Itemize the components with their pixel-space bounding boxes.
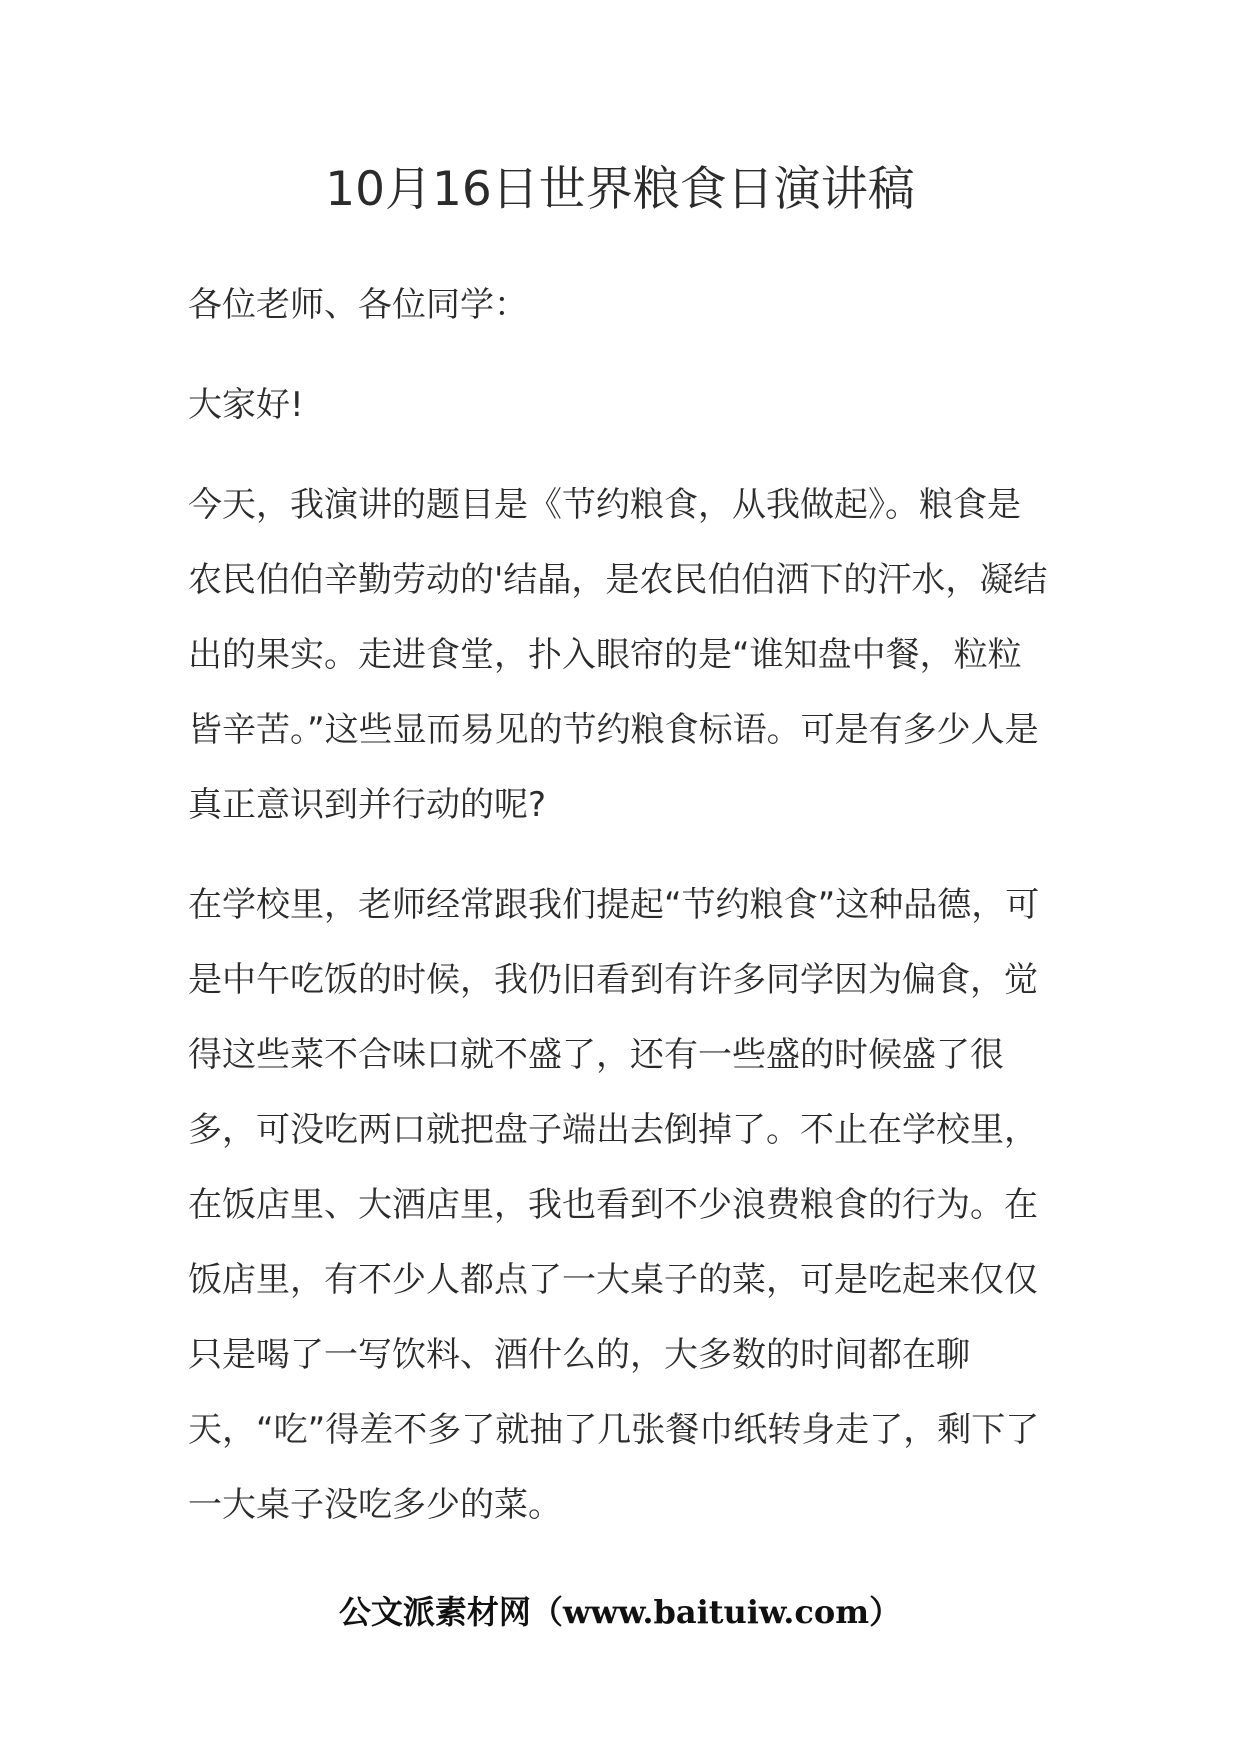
paragraph-hello: 大家好! bbox=[188, 385, 304, 425]
paragraph-intro: 今天，我演讲的题目是《节约粮食，从我做起》。粮食是农民伯伯辛勤劳动的'结晶，是农民伯伯洒下的汗水，凝结出的果实。走进食堂，扑入眼帘的是“谁知盘中餐，粒粒皆辛苦。”这些显而易见的节约粮食标语。可是有多少人是真正意识到并行动的呢? bbox=[188, 485, 1048, 825]
paragraph-school: 在学校里，老师经常跟我们提起“节约粮食”这种品德，可是中午吃饭的时候，我仍旧看到有许多同学因为偏食，觉得这些菜不合味口就不盛了，还有一些盛的时候盛了很多，可没吃两口就把盘子端出去倒掉了。不止在学校里，在饭店里、大酒店里，我也看到不少浪费粮食的行为。在饭店里，有不少人都点了一大桌子的菜，可是吃起来仅仅只是喝了一写饮料、酒什么的，大多数的时间都在聊天，“吃”得差不多了就抽了几张餐巾纸转身走了，剩下了一大桌子没吃多少的菜。 bbox=[188, 885, 1040, 1525]
footer-source: 公文派素材网（www.baituiw.com） bbox=[338, 1593, 902, 1631]
document-body bbox=[188, 268, 1048, 1543]
document-title: 10月16日世界粮食日演讲稿 bbox=[325, 162, 915, 217]
paragraph-greeting: 各位老师、各位同学： bbox=[188, 285, 528, 325]
